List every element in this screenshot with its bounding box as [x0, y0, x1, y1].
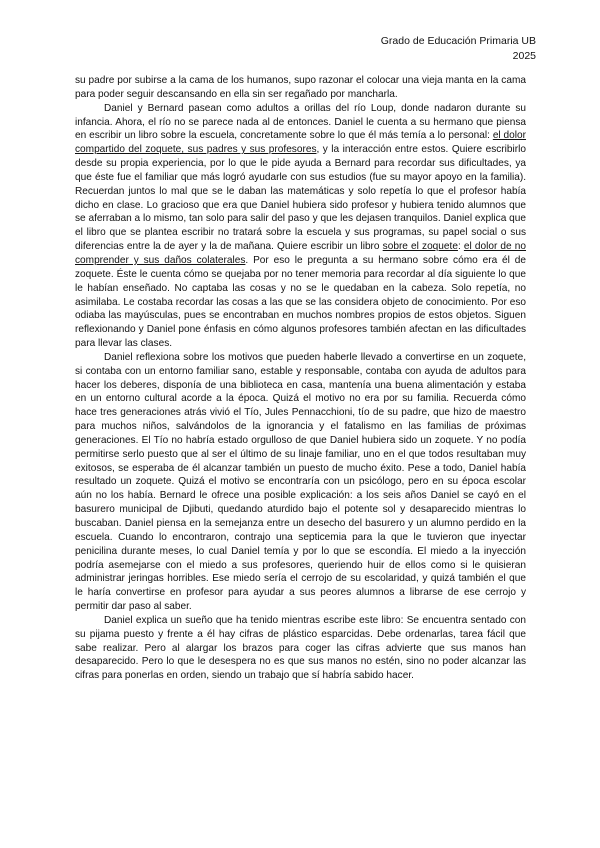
text-run: . Por eso le pregunta a su hermano sobre cómo era él de zoquete. Éste le cuenta cómo se quejaba por no tener memoria para recordar al día siguiente lo que le habían enseñado. No captaba las cosas y no se le quedaban en la cabeza. Solo repetía, no asimilaba. Le costaba recordar las cosas a las que se las considera objeto de conocimiento. Por eso odiaba las mayúsculas, pues se encontraban en muchos nombres propios de estos objetos. Siguen reflexionando y Daniel pone énfasis en cómo algunos profesores también afectan en las dificultades para llevar las clases.: [75, 254, 527, 350]
header-year: 2025: [512, 50, 536, 62]
text-run: Daniel y Bernard pasean como adultos a orillas del río Loup, donde nadaron durante su infancia. Ahora, el río no se parece nada al de entonces. Daniel le cuenta a su hermano que piensa en escribir un libro sobre la escuela, concretamente sobre lo que él más temía a lo personal:: [75, 102, 526, 142]
body-text: [75, 74, 526, 683]
underlined-phrase: el dolor compartido del zoquete, sus padres y sus profesores: [75, 130, 527, 156]
page-header: [381, 34, 536, 64]
paragraph-motives: Daniel reflexiona sobre los motivos que pueden haberle llevado a convertirse en un zoquete, si contaba con un entorno familiar sano, estable y responsable, contaba con ayuda de adultos para hacer los deberes, disponía de una biblioteca en casa, mantenía una buena alimentación y estaba en un entorno cultural acorde a la época. Quizá el motivo no era por su familia. Recuerda cómo hace tres generaciones atrás vivió el Tío, Jules Pennacchioni, tío de su padre, que hizo de maestro para muchos niños, salvándolos de la ignorancia y el fatalismo en las familias de próximas generaciones. El Tío no habría estado orgulloso de que Daniel hubiera sido un zoquete. Y no podía permitirse serlo puesto que al ser el último de su linaje familiar, uno en el que todos resultaban muy exitosos, se esperaba de él alcanzar también un puesto de mucho éxito. Pese a todo, Daniel había resultado un zoquete. Quizá el motivo se encontraría con un psicólogo, pero en su época escolar aún no los había. Bernard le ofrece una posible explicación: a los seis años Daniel se cayó en el basurero municipal de Djibuti, quedando aturdido bajo el potente sol y desaparecido mientras lo buscaban. Daniel piensa en la semejanza entre un desecho del basurero y un alumno perdido en la escuela. Cuando lo encontraron, contrajo una septicemia para la que le tuvieron que inyectar penicilina durante meses, lo cual Daniel temía y por lo que se escondía. El miedo a la inyección podría asemejarse con el miedo a sus profesores, queriendo huir de ellos como si le quisieran administrar jeringas horribles. Ese miedo sería el cerrojo de su escolaridad, y quizá también el que le haría convertirse en profesor para ayudar a sus peores alumnos a librarse de ese cerrojo y permitir dar paso al saber.: [75, 351, 526, 613]
paragraph-river-walk: [75, 102, 526, 351]
text-run: :: [457, 241, 464, 253]
paragraph-dream: Daniel explica un sueño que ha tenido mientras escribe este libro: Se encuentra sentado con su pijama puesto y frente a él hay cifras de plástico esparcidas. Debe ordenarlas, tarea fácil que sabe realizar. Pero al alargar los brazos para coger las cifras advierte que sus manos han desaparecido. Pero lo que le desespera no es que sus manos no estén, sino no poder alcanzar las cifras para ponerlas en orden, siendo un trabajo que sí habría sabido hacer.: [75, 614, 526, 682]
header-course: Grado de Educación Primaria UB: [380, 35, 536, 47]
underlined-phrase: sobre el zoquete: [382, 241, 458, 253]
paragraph-continuation: su padre por subirse a la cama de los humanos, supo razonar el colocar una vieja manta en la cama para poder seguir descansando en ella sin ser regañado por mancharla.: [75, 75, 526, 100]
underlined-phrase: el dolor de no comprender y sus daños colaterales: [75, 241, 527, 266]
text-run: , y la interacción entre estos. Quiere escribirlo desde su propia experiencia, por lo que le pide ayuda a Bernard para recordar sus dificultades, ya que éste fue el familiar que más logró ayudarle con sus estudios (fue su mayor apoyo en la familia). Recuerdan juntos lo mal que se le daban las matemáticas y solo repetía lo que el profesor había dicho en clase. Lo gracioso que era que Daniel hubiera sido profesor y hubiera tenido alumnos que se aferraban a lo mismo, tan solo para salir del paso y que les dejasen tranquilos. Daniel explica que el libro que se plantea escribir no tratará sobre la escuela y sus programas, su papel social o sus diferencias entre la de ayer y la de mañana. Quiere escribir un libro: [75, 144, 526, 253]
